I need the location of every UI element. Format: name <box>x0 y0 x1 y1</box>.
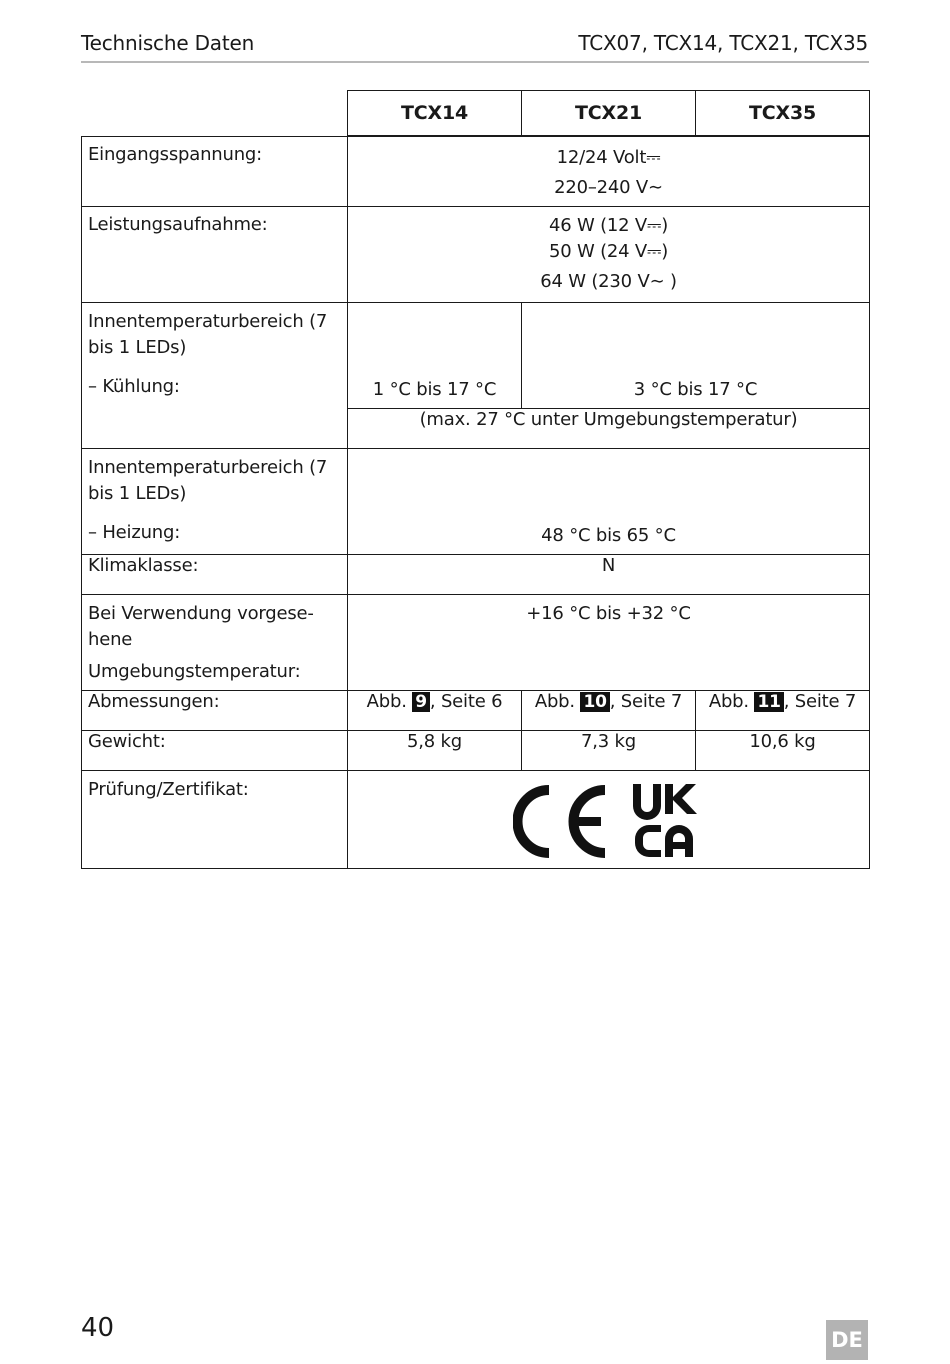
ambient-label <box>82 594 348 690</box>
weight-tcx14: 5,8 kg <box>348 730 522 770</box>
climate-class-value: N <box>348 554 870 594</box>
power-24v: 50 W (24 V⎓) <box>548 240 669 262</box>
cooling-label <box>82 302 348 448</box>
row-label: Eingangsspannung: <box>82 136 348 206</box>
table-row-climate-class <box>82 554 870 594</box>
weight-tcx21: 7,3 kg <box>522 730 696 770</box>
weight-tcx35: 10,6 kg <box>696 730 870 770</box>
model-list: TCX07, TCX14, TCX21, TCX35 <box>578 31 868 55</box>
cooling-label-line: – Kühlung: <box>88 375 180 397</box>
table-row-dimensions <box>82 690 870 730</box>
ambient-label-line: hene <box>88 628 133 650</box>
ambient-label-line: Umgebungstemperatur: <box>88 660 301 682</box>
dimensions-tcx14 <box>348 690 522 730</box>
table-row-cooling <box>82 302 870 408</box>
cooling-note: (max. 27 °C unter Umgebungstemperatur) <box>348 408 870 448</box>
figure-number-badge: 11 <box>754 692 783 712</box>
power-230v: 64 W (230 V∼ ) <box>540 270 677 292</box>
table-row-ambient-temperature <box>82 594 870 690</box>
certification-logos <box>513 778 713 868</box>
column-header-tcx14: TCX14 <box>348 91 522 137</box>
cooling-label-line: bis 1 LEDs) <box>88 336 187 358</box>
table-row-power <box>82 206 870 302</box>
table-row-input-voltage <box>82 136 870 206</box>
column-header-tcx35: TCX35 <box>696 91 870 137</box>
ambient-value: +16 °C bis +32 °C <box>348 594 870 690</box>
heating-label-line: bis 1 LEDs) <box>88 482 187 504</box>
figure-suffix: , Seite 7 <box>783 690 857 712</box>
input-voltage-value <box>348 136 870 206</box>
voltage-ac: 220–240 V∼ <box>554 177 663 198</box>
figure-number-badge: 9 <box>412 692 430 712</box>
technical-data-table <box>81 90 870 869</box>
dimensions-tcx35 <box>696 690 870 730</box>
ce-mark-icon <box>518 790 606 853</box>
row-label: Abmessungen: <box>82 690 348 730</box>
table-row-heating <box>82 448 870 554</box>
figure-prefix: Abb. <box>708 690 749 712</box>
power-12v: 46 W (12 V⎓) <box>548 214 669 236</box>
power-value <box>348 206 870 302</box>
cooling-label-line: Innentemperaturbereich (7 <box>88 310 328 332</box>
row-label: Gewicht: <box>82 730 348 770</box>
heating-label <box>82 448 348 554</box>
figure-number-badge: 10 <box>580 692 609 712</box>
page-number: 40 <box>81 1313 115 1343</box>
cooling-tcx21-tcx35: 3 °C bis 17 °C <box>522 302 870 408</box>
dimensions-tcx21 <box>522 690 696 730</box>
figure-prefix: Abb. <box>366 690 407 712</box>
language-badge: DE <box>826 1320 868 1360</box>
row-label: Leistungsaufnahme: <box>82 206 348 302</box>
column-header-tcx21: TCX21 <box>522 91 696 137</box>
table-row-certification <box>82 770 870 868</box>
section-title: Technische Daten <box>81 31 255 55</box>
table-row-weight <box>82 730 870 770</box>
figure-suffix: , Seite 6 <box>429 690 503 712</box>
table-header-row <box>82 91 870 137</box>
header-blank-cell <box>82 91 348 137</box>
cooling-tcx14: 1 °C bis 17 °C <box>348 302 522 408</box>
heating-label-line: – Heizung: <box>88 521 181 543</box>
ambient-label-line: Bei Verwendung vorgese- <box>88 602 314 624</box>
voltage-dc: 12/24 Volt⎓ <box>556 147 661 168</box>
header-divider <box>81 61 869 63</box>
ukca-mark-icon <box>633 784 697 857</box>
heating-value: 48 °C bis 65 °C <box>348 448 870 554</box>
certification-marks <box>348 770 870 868</box>
heating-label-line: Innentemperaturbereich (7 <box>88 456 328 478</box>
row-label: Klimaklasse: <box>82 554 348 594</box>
figure-suffix: , Seite 7 <box>609 690 683 712</box>
row-label: Prüfung/Zertifikat: <box>82 770 348 868</box>
figure-prefix: Abb. <box>534 690 575 712</box>
